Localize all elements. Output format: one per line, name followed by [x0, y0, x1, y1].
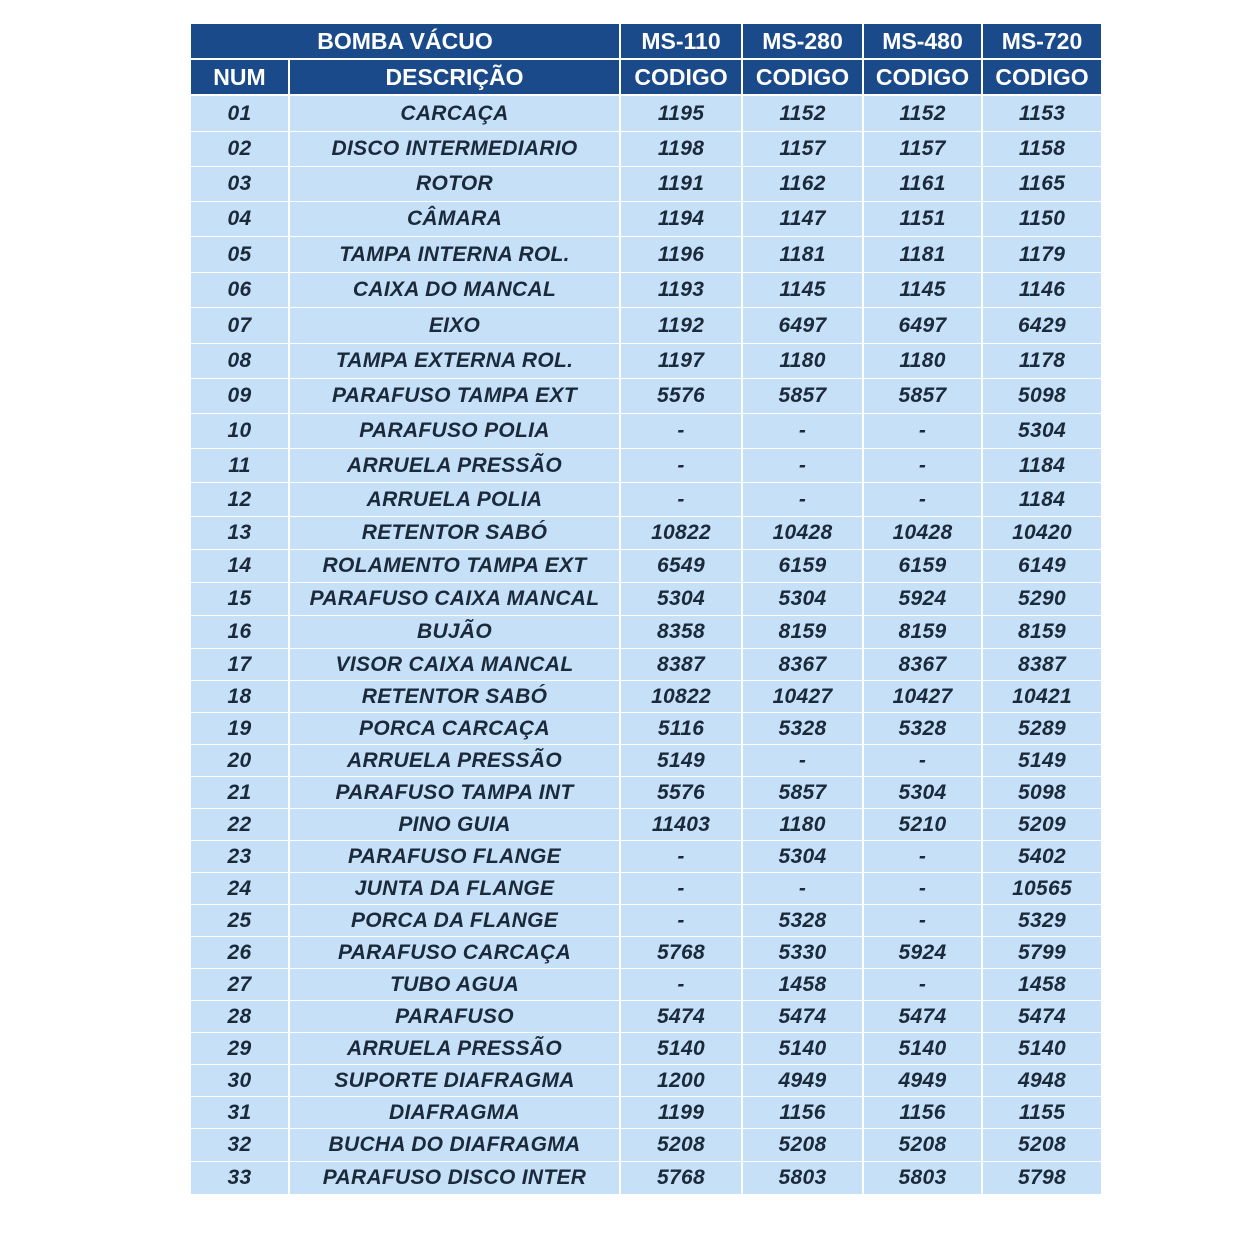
code-cell-ms720: 5140 [982, 1033, 1101, 1065]
table-row [191, 379, 1101, 414]
code-cell-ms480: 1180 [863, 344, 982, 379]
part-number-cell: 09 [191, 379, 289, 414]
code-cell-ms110: 5140 [620, 1033, 742, 1065]
table-row [191, 713, 1101, 745]
code-cell-ms720: 10421 [982, 681, 1101, 713]
code-cell-ms110: 1194 [620, 202, 742, 237]
part-number-cell: 12 [191, 483, 289, 517]
code-cell-ms280: - [742, 745, 863, 777]
code-cell-ms720: 5329 [982, 905, 1101, 937]
table-row [191, 1129, 1101, 1162]
part-number-cell: 29 [191, 1033, 289, 1065]
code-cell-ms110: 6549 [620, 550, 742, 583]
table-row [191, 841, 1101, 873]
description-cell: BUCHA DO DIAFRAGMA [289, 1129, 620, 1162]
table-row [191, 583, 1101, 616]
part-number-cell: 14 [191, 550, 289, 583]
code-cell-ms280: 4949 [742, 1065, 863, 1097]
code-cell-ms280: - [742, 483, 863, 517]
table-row [191, 132, 1101, 167]
code-cell-ms720: 5149 [982, 745, 1101, 777]
code-cell-ms720: 5098 [982, 379, 1101, 414]
code-cell-ms280: 5328 [742, 905, 863, 937]
code-cell-ms280: 1152 [742, 95, 863, 132]
code-cell-ms480: - [863, 449, 982, 483]
part-number-cell: 18 [191, 681, 289, 713]
description-cell: DISCO INTERMEDIARIO [289, 132, 620, 167]
code-cell-ms720: 8387 [982, 649, 1101, 681]
parts-table [191, 24, 1101, 1195]
description-cell: EIXO [289, 308, 620, 344]
description-cell: CAIXA DO MANCAL [289, 273, 620, 308]
table-row [191, 483, 1101, 517]
code-cell-ms720: 6429 [982, 308, 1101, 344]
code-cell-ms720: 1178 [982, 344, 1101, 379]
part-number-cell: 24 [191, 873, 289, 905]
code-cell-ms110: 5149 [620, 745, 742, 777]
code-cell-ms110: - [620, 841, 742, 873]
part-number-cell: 20 [191, 745, 289, 777]
description-cell: DIAFRAGMA [289, 1097, 620, 1129]
code-cell-ms480: 1156 [863, 1097, 982, 1129]
code-cell-ms480: 6497 [863, 308, 982, 344]
code-cell-ms110: - [620, 449, 742, 483]
code-column-header: CODIGO [863, 59, 982, 95]
part-number-cell: 05 [191, 237, 289, 273]
description-cell: ROTOR [289, 167, 620, 202]
part-number-cell: 22 [191, 809, 289, 841]
table-row [191, 1065, 1101, 1097]
code-cell-ms110: 10822 [620, 517, 742, 550]
code-cell-ms110: 1199 [620, 1097, 742, 1129]
table-body [191, 95, 1101, 1195]
code-cell-ms720: 1458 [982, 969, 1101, 1001]
part-number-cell: 15 [191, 583, 289, 616]
code-cell-ms280: 5330 [742, 937, 863, 969]
code-cell-ms720: 5209 [982, 809, 1101, 841]
code-cell-ms720: 1153 [982, 95, 1101, 132]
part-number-cell: 02 [191, 132, 289, 167]
code-cell-ms110: 5304 [620, 583, 742, 616]
code-cell-ms280: 5304 [742, 841, 863, 873]
code-cell-ms110: 5576 [620, 777, 742, 809]
code-cell-ms110: - [620, 873, 742, 905]
table-row [191, 414, 1101, 449]
part-number-cell: 08 [191, 344, 289, 379]
code-cell-ms280: - [742, 873, 863, 905]
code-cell-ms720: 8159 [982, 616, 1101, 649]
code-cell-ms110: 5116 [620, 713, 742, 745]
description-cell: PARAFUSO TAMPA EXT [289, 379, 620, 414]
code-cell-ms280: - [742, 414, 863, 449]
table-row [191, 517, 1101, 550]
code-cell-ms110: 1196 [620, 237, 742, 273]
code-cell-ms280: 5140 [742, 1033, 863, 1065]
description-cell: SUPORTE DIAFRAGMA [289, 1065, 620, 1097]
code-cell-ms280: 1458 [742, 969, 863, 1001]
part-number-cell: 31 [191, 1097, 289, 1129]
description-cell: PARAFUSO CARCAÇA [289, 937, 620, 969]
code-cell-ms480: 1151 [863, 202, 982, 237]
code-cell-ms480: 5328 [863, 713, 982, 745]
code-cell-ms280: 1156 [742, 1097, 863, 1129]
code-cell-ms280: 8159 [742, 616, 863, 649]
table-row [191, 937, 1101, 969]
description-cell: RETENTOR SABÓ [289, 681, 620, 713]
description-cell: CARCAÇA [289, 95, 620, 132]
table-row [191, 1033, 1101, 1065]
code-cell-ms280: 6497 [742, 308, 863, 344]
part-number-cell: 11 [191, 449, 289, 483]
table-header [191, 24, 1101, 95]
code-cell-ms480: 5140 [863, 1033, 982, 1065]
description-cell: TUBO AGUA [289, 969, 620, 1001]
table-row [191, 873, 1101, 905]
table-row [191, 449, 1101, 483]
code-cell-ms280: 8367 [742, 649, 863, 681]
code-cell-ms110: 1200 [620, 1065, 742, 1097]
code-cell-ms720: 4948 [982, 1065, 1101, 1097]
description-cell: CÂMARA [289, 202, 620, 237]
code-cell-ms480: 5924 [863, 937, 982, 969]
code-cell-ms110: 8387 [620, 649, 742, 681]
code-cell-ms110: 10822 [620, 681, 742, 713]
code-cell-ms280: 5304 [742, 583, 863, 616]
code-cell-ms280: 10428 [742, 517, 863, 550]
code-cell-ms280: 1157 [742, 132, 863, 167]
code-cell-ms110: 1198 [620, 132, 742, 167]
description-cell: ARRUELA PRESSÃO [289, 745, 620, 777]
code-cell-ms280: 5328 [742, 713, 863, 745]
description-cell: RETENTOR SABÓ [289, 517, 620, 550]
description-cell: PORCA CARCAÇA [289, 713, 620, 745]
part-number-cell: 21 [191, 777, 289, 809]
code-cell-ms280: 6159 [742, 550, 863, 583]
code-cell-ms480: 1152 [863, 95, 982, 132]
code-cell-ms110: 5474 [620, 1001, 742, 1033]
code-cell-ms480: 1157 [863, 132, 982, 167]
code-cell-ms480: - [863, 414, 982, 449]
code-cell-ms720: 5799 [982, 937, 1101, 969]
code-cell-ms480: 4949 [863, 1065, 982, 1097]
model-header-ms480: MS-480 [863, 24, 982, 59]
part-number-cell: 01 [191, 95, 289, 132]
table-row [191, 1001, 1101, 1033]
table-row [191, 777, 1101, 809]
code-column-header: CODIGO [982, 59, 1101, 95]
part-number-cell: 32 [191, 1129, 289, 1162]
description-cell: JUNTA DA FLANGE [289, 873, 620, 905]
num-column-header: NUM [191, 59, 289, 95]
table-row [191, 95, 1101, 132]
code-cell-ms110: 1195 [620, 95, 742, 132]
code-cell-ms480: 5304 [863, 777, 982, 809]
code-cell-ms110: 1193 [620, 273, 742, 308]
part-number-cell: 26 [191, 937, 289, 969]
code-cell-ms720: 1165 [982, 167, 1101, 202]
code-cell-ms720: 1179 [982, 237, 1101, 273]
code-cell-ms110: 1197 [620, 344, 742, 379]
code-cell-ms480: 5474 [863, 1001, 982, 1033]
model-header-ms110: MS-110 [620, 24, 742, 59]
code-cell-ms280: 1145 [742, 273, 863, 308]
code-cell-ms110: 1191 [620, 167, 742, 202]
code-cell-ms110: 5768 [620, 1162, 742, 1195]
code-cell-ms110: - [620, 483, 742, 517]
code-cell-ms110: 5768 [620, 937, 742, 969]
code-cell-ms720: 1184 [982, 483, 1101, 517]
part-number-cell: 04 [191, 202, 289, 237]
description-cell: ARRUELA POLIA [289, 483, 620, 517]
description-cell: PORCA DA FLANGE [289, 905, 620, 937]
code-cell-ms720: 5290 [982, 583, 1101, 616]
part-number-cell: 33 [191, 1162, 289, 1195]
description-cell: PARAFUSO DISCO INTER [289, 1162, 620, 1195]
description-cell: PINO GUIA [289, 809, 620, 841]
table-row [191, 1097, 1101, 1129]
description-cell: VISOR CAIXA MANCAL [289, 649, 620, 681]
table-row [191, 237, 1101, 273]
code-cell-ms480: - [863, 873, 982, 905]
code-cell-ms720: 1155 [982, 1097, 1101, 1129]
part-number-cell: 27 [191, 969, 289, 1001]
description-cell: ROLAMENTO TAMPA EXT [289, 550, 620, 583]
code-cell-ms720: 5402 [982, 841, 1101, 873]
code-cell-ms110: - [620, 969, 742, 1001]
code-cell-ms110: - [620, 905, 742, 937]
table-row [191, 649, 1101, 681]
part-number-cell: 10 [191, 414, 289, 449]
code-cell-ms280: 1181 [742, 237, 863, 273]
code-cell-ms720: 6149 [982, 550, 1101, 583]
code-cell-ms720: 1184 [982, 449, 1101, 483]
code-cell-ms110: - [620, 414, 742, 449]
table-row [191, 681, 1101, 713]
code-cell-ms280: 1180 [742, 809, 863, 841]
table-row [191, 745, 1101, 777]
table-title: BOMBA VÁCUO [191, 24, 620, 59]
code-cell-ms280: 5857 [742, 379, 863, 414]
part-number-cell: 19 [191, 713, 289, 745]
code-cell-ms480: 8159 [863, 616, 982, 649]
code-cell-ms480: - [863, 483, 982, 517]
table-row [191, 969, 1101, 1001]
code-cell-ms480: - [863, 841, 982, 873]
code-cell-ms480: 1145 [863, 273, 982, 308]
code-cell-ms110: 11403 [620, 809, 742, 841]
description-cell: ARRUELA PRESSÃO [289, 1033, 620, 1065]
code-cell-ms280: 1147 [742, 202, 863, 237]
code-column-header: CODIGO [620, 59, 742, 95]
model-header-ms720: MS-720 [982, 24, 1101, 59]
code-cell-ms280: 5208 [742, 1129, 863, 1162]
code-cell-ms280: 5857 [742, 777, 863, 809]
code-cell-ms720: 1158 [982, 132, 1101, 167]
code-cell-ms480: 5803 [863, 1162, 982, 1195]
table-row [191, 308, 1101, 344]
part-number-cell: 03 [191, 167, 289, 202]
code-cell-ms720: 5304 [982, 414, 1101, 449]
part-number-cell: 13 [191, 517, 289, 550]
code-cell-ms280: 1162 [742, 167, 863, 202]
table-row [191, 616, 1101, 649]
code-cell-ms720: 1150 [982, 202, 1101, 237]
code-cell-ms110: 5576 [620, 379, 742, 414]
part-number-cell: 30 [191, 1065, 289, 1097]
table-row [191, 550, 1101, 583]
code-cell-ms720: 10420 [982, 517, 1101, 550]
code-cell-ms110: 1192 [620, 308, 742, 344]
code-cell-ms720: 1146 [982, 273, 1101, 308]
description-cell: BUJÃO [289, 616, 620, 649]
code-cell-ms480: - [863, 969, 982, 1001]
code-cell-ms480: 8367 [863, 649, 982, 681]
code-column-header: CODIGO [742, 59, 863, 95]
description-cell: PARAFUSO [289, 1001, 620, 1033]
code-cell-ms480: 5210 [863, 809, 982, 841]
description-cell: PARAFUSO POLIA [289, 414, 620, 449]
description-cell: PARAFUSO CAIXA MANCAL [289, 583, 620, 616]
code-cell-ms480: - [863, 905, 982, 937]
part-number-cell: 17 [191, 649, 289, 681]
code-cell-ms480: 1181 [863, 237, 982, 273]
code-cell-ms110: 5208 [620, 1129, 742, 1162]
table-row [191, 809, 1101, 841]
code-cell-ms720: 5098 [982, 777, 1101, 809]
code-cell-ms280: 1180 [742, 344, 863, 379]
code-cell-ms480: - [863, 745, 982, 777]
code-cell-ms480: 10427 [863, 681, 982, 713]
code-cell-ms480: 5208 [863, 1129, 982, 1162]
part-number-cell: 25 [191, 905, 289, 937]
code-cell-ms480: 10428 [863, 517, 982, 550]
table-row [191, 1162, 1101, 1195]
code-cell-ms110: 8358 [620, 616, 742, 649]
code-cell-ms480: 6159 [863, 550, 982, 583]
description-cell: ARRUELA PRESSÃO [289, 449, 620, 483]
code-cell-ms280: 5803 [742, 1162, 863, 1195]
code-cell-ms720: 5474 [982, 1001, 1101, 1033]
code-cell-ms280: 5474 [742, 1001, 863, 1033]
description-cell: PARAFUSO TAMPA INT [289, 777, 620, 809]
part-number-cell: 07 [191, 308, 289, 344]
code-cell-ms280: 10427 [742, 681, 863, 713]
code-cell-ms480: 5924 [863, 583, 982, 616]
description-cell: TAMPA EXTERNA ROL. [289, 344, 620, 379]
part-number-cell: 16 [191, 616, 289, 649]
part-number-cell: 06 [191, 273, 289, 308]
description-column-header: DESCRIÇÃO [289, 59, 620, 95]
table-row [191, 202, 1101, 237]
code-cell-ms720: 5208 [982, 1129, 1101, 1162]
code-cell-ms480: 1161 [863, 167, 982, 202]
description-cell: PARAFUSO FLANGE [289, 841, 620, 873]
code-cell-ms280: - [742, 449, 863, 483]
table-row [191, 273, 1101, 308]
code-cell-ms720: 5289 [982, 713, 1101, 745]
code-cell-ms720: 5798 [982, 1162, 1101, 1195]
table-row [191, 905, 1101, 937]
code-cell-ms480: 5857 [863, 379, 982, 414]
model-header-ms280: MS-280 [742, 24, 863, 59]
description-cell: TAMPA INTERNA ROL. [289, 237, 620, 273]
table-row [191, 167, 1101, 202]
part-number-cell: 23 [191, 841, 289, 873]
code-cell-ms720: 10565 [982, 873, 1101, 905]
table-row [191, 344, 1101, 379]
part-number-cell: 28 [191, 1001, 289, 1033]
